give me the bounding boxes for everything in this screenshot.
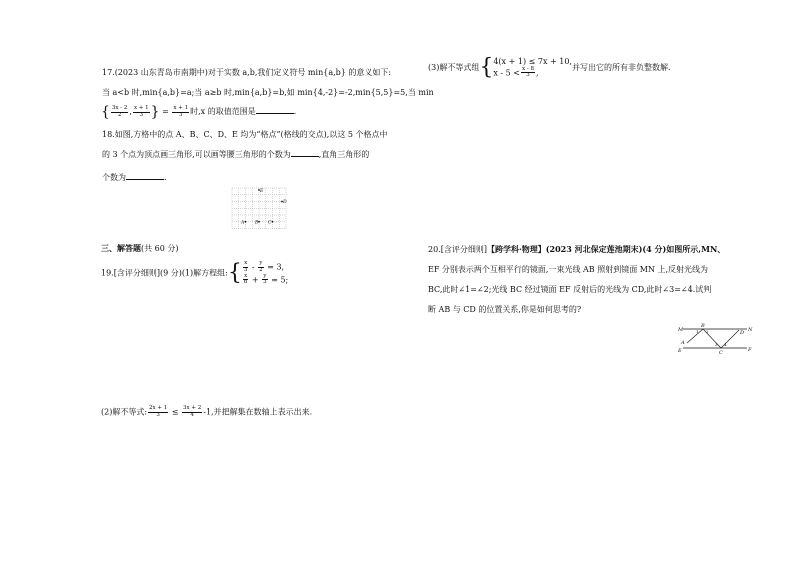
q20-line4: 断 AB 与 CD 的位置关系,你是如何思考的? (428, 305, 582, 314)
svg-text:N: N (748, 327, 753, 333)
label-c: C (268, 220, 272, 226)
ray-ab (687, 329, 703, 343)
svg-text:3: 3 (715, 342, 718, 347)
q17-fraction-2: $\frac{x + 1}{3}$ (133, 104, 149, 118)
q19-eq1-frac-x: $\frac{x}{3}$ (243, 260, 248, 273)
q19-eq2-frac-x: $\frac{x}{6}$ (243, 272, 248, 286)
q20-line3: BC,此时∠1=∠2;光线 BC 经过镜面 EF 反射后的光线为 CD,此时∠3=∠4.试判 (428, 285, 712, 294)
label-a: A (241, 220, 245, 226)
point-a (245, 221, 247, 223)
label-b: B (255, 220, 259, 226)
q18-right-triangle-blank[interactable] (126, 179, 164, 180)
q17-fraction-1: $\frac{3x - 2}{2}$ (111, 104, 128, 118)
q20-mirror-figure (677, 321, 753, 355)
svg-text:2: 2 (706, 329, 709, 334)
q17-line3: { $\frac{3x - 2}{2}$ , $\frac{x + 1}{3}$ } = $\frac{x + 1}{3}$ 时,x 的取值范围是 . (101, 104, 297, 120)
q19-part2: (2)解不等式: $\frac{2x + 1}{3}$ ≤ $\frac{3x + 2}{4}$ -1,并把解集在数轴上表示出来. (101, 405, 313, 418)
svg-text:F: F (748, 347, 752, 353)
q18-grid-figure (230, 186, 288, 234)
q17-answer-blank[interactable] (256, 113, 294, 114)
q18-line2: 的 3 个点为顶点画三角形,可以画等腰三角形的个数为 ,直角三角形的 (102, 150, 370, 159)
section-heading: 三、解答题(共 60 分) (101, 243, 179, 253)
q19-eq1-frac-y: $\frac{y}{2}$ (259, 260, 263, 273)
svg-text:A: A (681, 340, 685, 346)
svg-text:B: B (701, 323, 705, 329)
point-c (272, 221, 274, 223)
svg-text:4: 4 (724, 342, 727, 347)
q18-line3: 个数为 . (102, 173, 167, 182)
q17-line2: 当 a<b 时,min{a,b}=a;当 a≥b 时,min{a,b}=b,如 min{4,-2}=-2,min{5,5}=5,当 min (102, 88, 434, 97)
q20-line2: EF 分别表示两个互相平行的镜面,一束光线 AB 照射到镜面 MN 上,反射光线为 (428, 265, 709, 274)
q17-fraction-3: $\frac{x + 1}{3}$ (173, 104, 189, 118)
label-e: E (260, 189, 264, 194)
svg-text:C: C (719, 350, 723, 355)
q19-p3-frac: $\frac{x - 8}{3}$ (521, 65, 534, 79)
svg-text:1: 1 (696, 329, 699, 334)
svg-text:E: E (678, 348, 682, 354)
q17-line1: 17.(2023 山东青岛市南期中)对于实数 a,b,我们定义符号 min{a,b} 的意义如下: (102, 68, 392, 77)
svg-text:M: M (678, 327, 684, 333)
q20-line1: 20.[含评分细则]【跨学科·物理】(2023 河北保定莲池期末)(4 分)如图所示,MN、 (428, 244, 726, 254)
q19-part3: (3)解不等式组{ 4(x + 1) ≤ 7x + 10, x - 5 < $\frac{x - 8}{3}$ , 并写出它的所有非负整数解. (428, 55, 671, 81)
q19-p2-frac-left: $\frac{2x + 1}{3}$ (149, 405, 168, 418)
q18-line1: 18.如图,方格中的点 A、B、C、D、E 均为“格点”(格线的交点),以这 5 个格点中 (102, 130, 388, 139)
q19-eq2-frac-y: $\frac{y}{3}$ (263, 272, 267, 286)
label-d: D (283, 200, 287, 205)
q18-isosceles-blank[interactable] (291, 156, 319, 157)
q19-part1: 19.[含评分细则](9 分)(1)解方程组:{ $\frac{x}{3}$ - $\frac{y}{2}$ = 3, $\frac{x}{6}$ + $\frac{y}{3}$ = 5; (101, 260, 289, 286)
q19-p2-frac-right: $\frac{3x + 2}{4}$ (183, 405, 202, 418)
svg-text:D: D (740, 330, 745, 336)
point-b (258, 221, 260, 223)
